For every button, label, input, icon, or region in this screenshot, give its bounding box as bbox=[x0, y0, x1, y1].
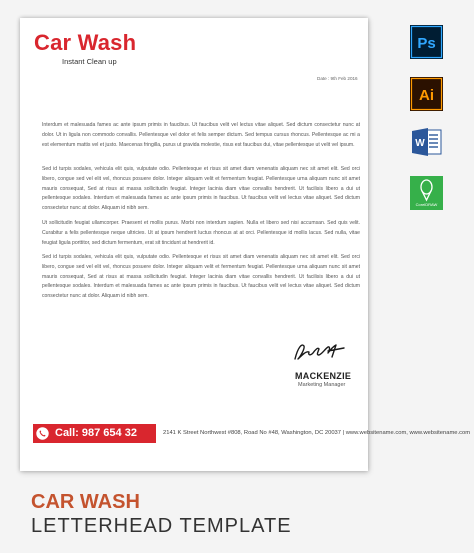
caption-subtitle: LETTERHEAD TEMPLATE bbox=[31, 515, 292, 537]
footer-address: 2141 K Street Northwest #808, Road No #48, Washington, DC 20037 | www.websitename.com, www.websitename.com bbox=[163, 430, 471, 436]
photoshop-icon bbox=[410, 25, 443, 59]
svg-text:W: W bbox=[415, 138, 425, 149]
signer-title: Marketing Manager bbox=[298, 382, 346, 388]
body-paragraph: Ut sollicitudin feugiat ullamcorper. Praesent et mollis purus. Morbi non interdum sapien. Nulla et libero sed nisi accumsan. Sed quis velit. Curabitur a felis pellentesque neque ultricies. Ut at ipsum hendrerit luctus rhoncus at at orci. Pellentesque id mollis lacus. Sed nulla, vitae feugiat ligula porttitor, sed dictum fermentum, erat sit tincidunt at hendrerit id. bbox=[42, 220, 360, 246]
svg-text:Ai: Ai bbox=[419, 87, 434, 104]
brand-tagline: Instant Clean up bbox=[62, 57, 117, 66]
brand-name: Car Wash bbox=[34, 30, 137, 55]
svg-text:Ps: Ps bbox=[417, 35, 436, 52]
caption-title: CAR WASH bbox=[31, 491, 140, 513]
phone-icon bbox=[36, 427, 49, 440]
coreldraw-icon bbox=[410, 176, 443, 210]
letter-date: Date : 9th Feb 2016 bbox=[317, 76, 358, 81]
illustrator-icon bbox=[410, 77, 443, 111]
body-paragraph: Interdum et malesuada fames ac ante ipsum primis in faucibus. Ut faucibus velit vel lectus vitae aliquet. Sed dictum consectetur nunc at dolor. Ut in ligula non commodo convallis. Pellentesque vel dolor et felis semper dictum. Sed tempus cursus rhoncus. Pellentesque ac mi a est elementum mattis vel et justo. Maecenas fringilla, purus ut gravida molestie, risus est faucibus dui, vitae pellentesque ut velit vel ipsum. bbox=[42, 122, 360, 148]
signature-image bbox=[292, 337, 350, 365]
signer-name: MACKENZIE bbox=[295, 371, 352, 381]
body-paragraph: Sed id turpis sodales, vehicula elit quis, vulputate odio. Pellentesque et risus sit amet diam venenatis aliquam nec sit amet elit. Sed orci libero, congue sed vel elit vel, rhoncus posuere dolor. Integer aliquam velit et fermentum feugiat. Pellentesque urna aliquam nunc sit amet mauris consequat, Sed at risus at massa sollicitudin feugiat. Integer lacinia diam vitae convallis hendrerit. Ut facilisis libero a dui ut pellentesque sodales. Interdum et malesuada fames ac ante ipsum primis in faucibus. Ut faucibus velit vel lectus vitae aliquet. Sed dictum consectetur nunc at dolor. Aliquam id nibh sem. bbox=[42, 166, 360, 212]
word-icon bbox=[410, 125, 443, 159]
svg-text:CorelDRAW: CorelDRAW bbox=[415, 202, 438, 207]
body-paragraph: Sed id turpis sodales, vehicula elit quis, vulputate odio. Pellentesque et risus sit amet diam venenatis aliquam nec sit amet elit. Sed orci libero, congue sed vel elit vel, rhoncus posuere dolor. Integer aliquam velit et fermentum feugiat. Pellentesque urna aliquam nunc sit amet mauris consequat, Sed at risus at massa sollicitudin feugiat. Integer lacinia diam vitae convallis hendrerit. Ut facilisis libero a dui ut pellentesque sodales. Interdum et malesuada fames ac ante ipsum primis in faucibus. Ut faucibus velit vel lectus vitae aliquet. Sed dictum consectetur nunc at dolor. Aliquam id nibh sem. bbox=[42, 254, 360, 300]
phone-number: Call: 987 654 32 bbox=[55, 427, 137, 439]
